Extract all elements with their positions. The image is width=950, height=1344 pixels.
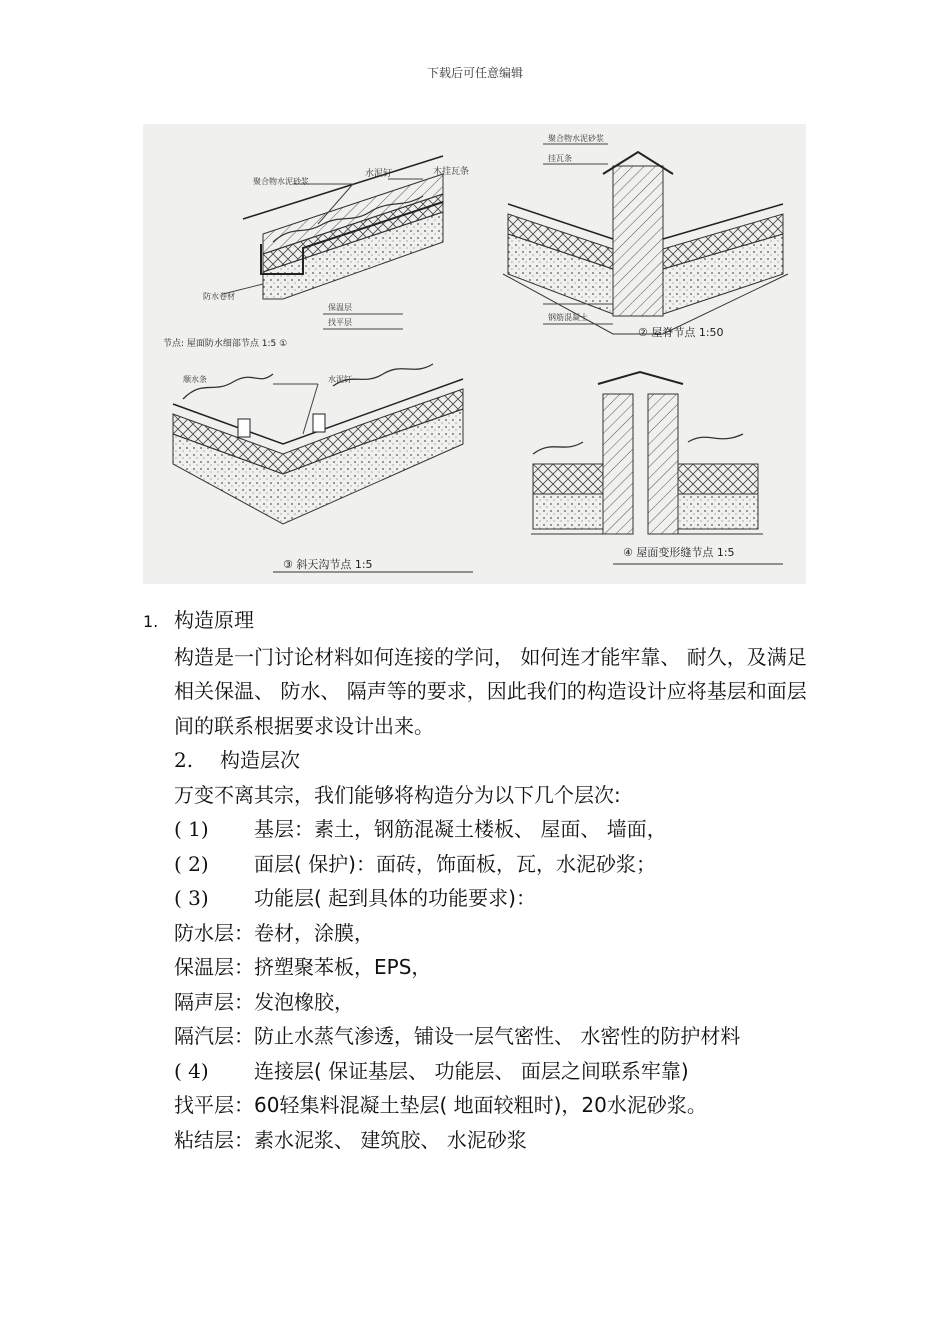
vapor-layer-line: 隔汽层：防止水蒸气渗透，铺设一层气密性、 水密性的防护材料 [174, 1024, 741, 1048]
label-nail-1: 水泥钉 [365, 169, 393, 179]
function-layer-line: 隔声层：发泡橡胶， [174, 989, 354, 1014]
caption-2: ② 屋脊节点 1:50 [638, 326, 724, 339]
label-batten: 木挂瓦条 [433, 167, 470, 177]
list-item-text: 面层( 保护)：面砖，饰面板，瓦，水泥砂浆； [254, 851, 656, 876]
list-item-number: ( 2) [174, 851, 209, 876]
connection-layer-line: 找平层：60轻集料混凝土垫层( 地面较粗时)，20水泥砂浆。 [174, 1093, 707, 1117]
label-nail-2: 水泥钉 [328, 375, 352, 384]
section-2-heading [143, 743, 813, 778]
caption-3: ③ 斜天沟节点 1:5 [283, 558, 373, 571]
construction-drawing-photo [143, 124, 806, 584]
list-item-text: 功能层( 起到具体的功能要求)： [254, 886, 536, 910]
function-layer-line: 保温层：挤塑聚苯板，EPS， [174, 955, 432, 979]
list-item [143, 1054, 813, 1089]
section-1-heading [143, 603, 813, 640]
list-item-text: 连接层( 保证基层、 功能层、 面层之间联系牢靠) [254, 1058, 689, 1083]
drawing-sketch [143, 124, 806, 584]
section-2-title: 构造层次 [220, 748, 300, 772]
label-insulation: 保温层 [328, 303, 352, 312]
label-tile-batten: 挂瓦条 [548, 154, 572, 163]
paragraph-1: 构造是一门讨论材料如何连接的学问， 如何连才能牢靠、 耐久，及满足相关保温、 防水、 隔声等的要求，因此我们的构造设计应将基层和面层间的联系根据要求设计出来。 [174, 644, 807, 738]
label-mortar-2: 聚合物水泥砂浆 [548, 134, 604, 143]
label-counter-batten: 顺水条 [183, 375, 207, 384]
label-screed: 找平层 [328, 318, 352, 327]
section-1-number: 1. [143, 612, 159, 631]
list-item [143, 812, 813, 847]
caption-4: ④ 屋面变形缝节点 1:5 [623, 546, 735, 559]
paragraph-2: 万变不离其宗，我们能够将构造分为以下几个层次: [174, 782, 621, 807]
list-item-number: ( 1) [174, 817, 209, 841]
function-layer-line: 防水层：卷材，涂膜， [174, 920, 374, 945]
section-2-number: 2. [174, 748, 194, 772]
list-item-number: ( 4) [174, 1058, 209, 1083]
list-item-text: 基层：素土，钢筋混凝土楼板、 屋面、 墙面， [254, 817, 667, 841]
body-text [143, 603, 813, 1157]
label-concrete: 钢筋混凝土 [548, 313, 588, 322]
label-membrane: 防水卷材 [203, 292, 235, 301]
list-item-number: ( 3) [174, 886, 209, 910]
page-header: 下载后可任意编辑 [426, 66, 523, 80]
list-item [143, 847, 813, 882]
connection-layer-line: 粘结层：素水泥浆、 建筑胶、 水泥砂浆 [174, 1127, 527, 1152]
label-mortar-1: 聚合物水泥砂浆 [253, 177, 309, 186]
caption-1: 节点: 屋面防水细部节点 1:5 ① [163, 339, 288, 349]
section-1-title: 构造原理 [174, 608, 254, 632]
list-item [143, 881, 813, 916]
